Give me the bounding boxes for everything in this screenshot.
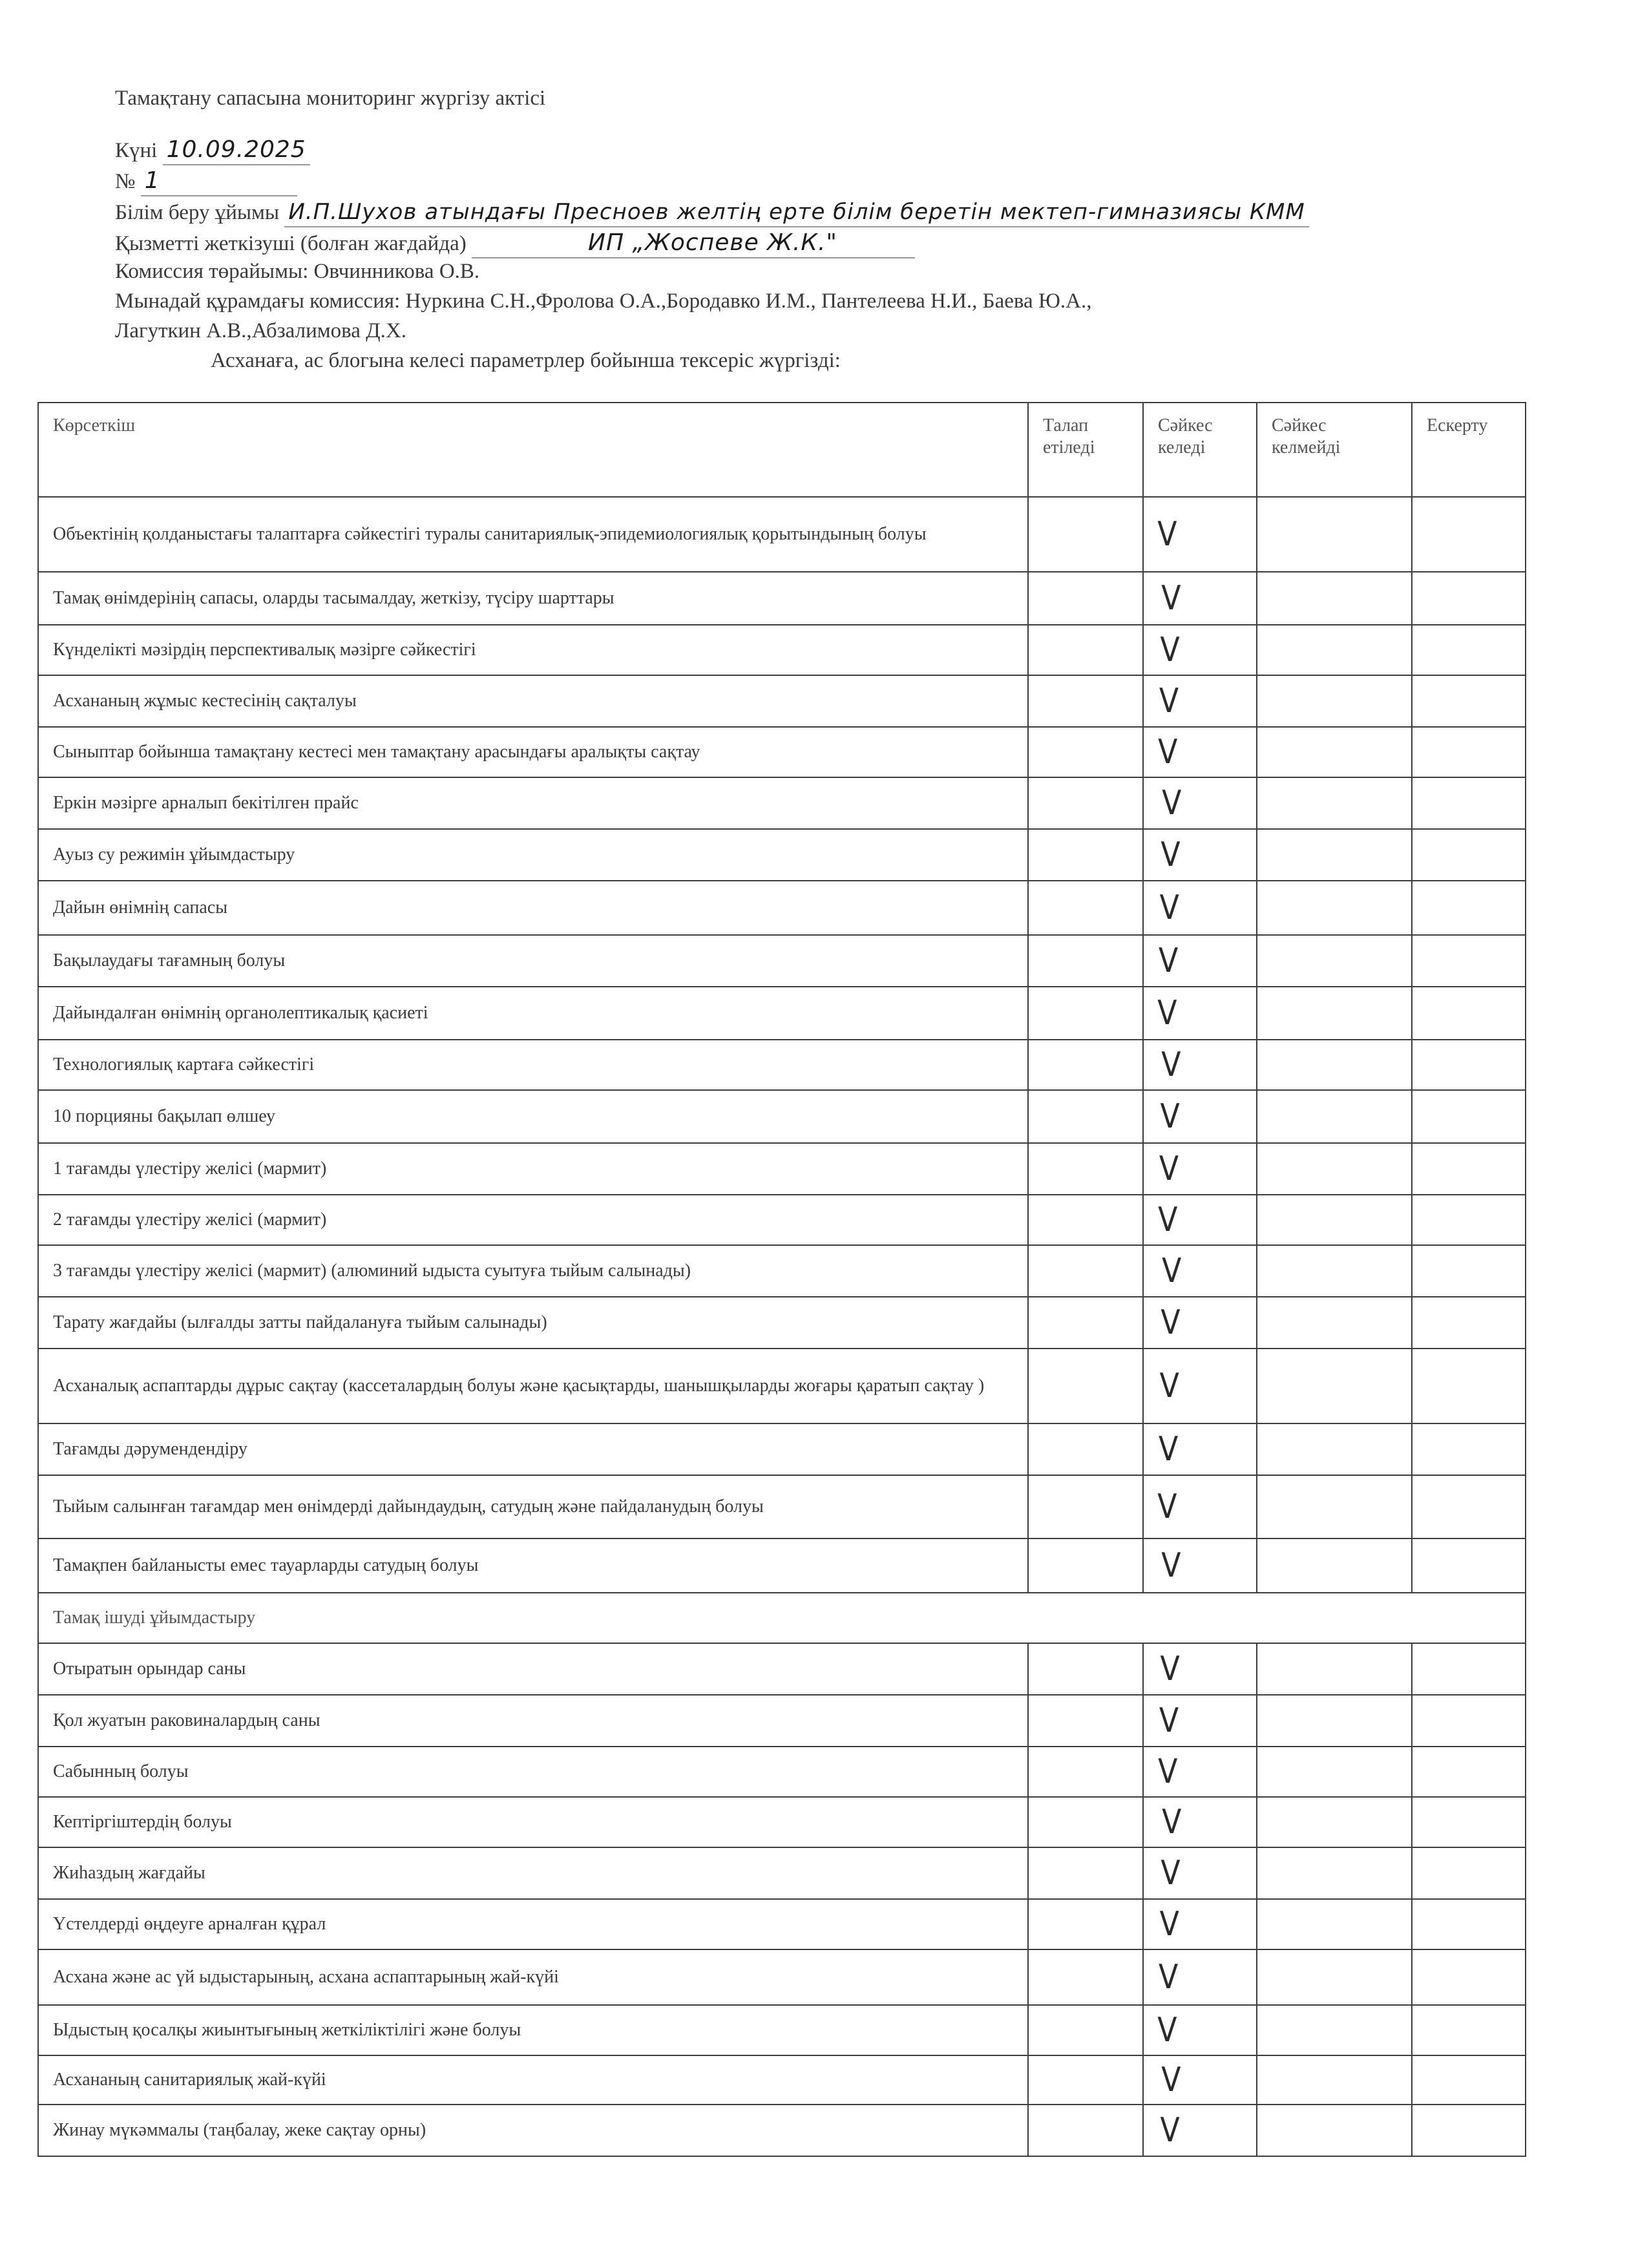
indicator-text: Тағамды дәрумендендіру — [38, 1423, 1028, 1475]
indicator-text: 2 тағамды үлестіру желісі (мармит) — [38, 1195, 1028, 1245]
note-cell — [1412, 1847, 1526, 1899]
table-row — [38, 1143, 1526, 1195]
indicator-text: Дайын өнімнің сапасы — [38, 881, 1028, 935]
conforms-cell — [1143, 497, 1257, 572]
check-mark-icon: V — [1161, 1546, 1181, 1585]
required-cell — [1028, 777, 1143, 829]
indicator-text: Тыйым салынған тағамдар мен өнімдерді дайындаудың, сатудың және пайдаланудың болуы — [38, 1475, 1028, 1538]
conforms-cell — [1143, 1040, 1257, 1090]
not-conforms-cell — [1257, 2005, 1412, 2055]
table-row — [38, 2055, 1526, 2105]
table-row — [38, 1538, 1526, 1593]
indicator-text: Отыратын орындар саны — [38, 1643, 1028, 1695]
check-mark-icon: V — [1162, 784, 1182, 823]
note-cell — [1412, 881, 1526, 935]
not-conforms-cell — [1257, 1538, 1412, 1593]
organization-row — [115, 198, 1309, 227]
note-cell — [1412, 935, 1526, 987]
conforms-cell — [1143, 1423, 1257, 1475]
not-conforms-cell — [1257, 1899, 1412, 1949]
note-cell — [1412, 1747, 1526, 1797]
not-conforms-cell — [1257, 675, 1412, 727]
indicator-text: Жинау мүкәммалы (таңбалау, жеке сақтау орны) — [38, 2105, 1028, 2156]
conforms-cell — [1143, 675, 1257, 727]
note-cell — [1412, 1949, 1526, 2005]
check-mark-icon: V — [1157, 2011, 1177, 2050]
check-mark-icon: V — [1159, 888, 1179, 927]
note-cell — [1412, 1899, 1526, 1949]
required-cell — [1028, 2105, 1143, 2156]
indicator-text: Қол жуатын раковиналардың саны — [38, 1695, 1028, 1747]
conforms-cell — [1143, 2105, 1257, 2156]
indicator-text: Бақылаудағы тағамның болуы — [38, 935, 1028, 987]
required-cell — [1028, 881, 1143, 935]
section-row — [38, 1593, 1526, 1643]
required-cell — [1028, 1899, 1143, 1949]
conforms-cell — [1143, 1349, 1257, 1423]
not-conforms-cell — [1257, 777, 1412, 829]
conforms-cell — [1143, 1090, 1257, 1143]
required-cell — [1028, 572, 1143, 625]
note-cell — [1412, 1040, 1526, 1090]
note-cell — [1412, 777, 1526, 829]
required-cell — [1028, 1195, 1143, 1245]
required-cell — [1028, 497, 1143, 572]
required-cell — [1028, 1297, 1143, 1349]
note-cell — [1412, 572, 1526, 625]
check-mark-icon: V — [1158, 1752, 1178, 1791]
table-row — [38, 727, 1526, 777]
indicator-text: Ыдыстың қосалқы жиынтығының жеткіліктілігі және болуы — [38, 2005, 1028, 2055]
note-cell — [1412, 675, 1526, 727]
check-mark-icon: V — [1158, 1201, 1178, 1239]
not-conforms-cell — [1257, 1297, 1412, 1349]
conforms-cell — [1143, 1643, 1257, 1695]
indicator-text: 10 порцияны бақылап өлшеу — [38, 1090, 1028, 1143]
not-conforms-cell — [1257, 2055, 1412, 2105]
table-row — [38, 881, 1526, 935]
conforms-cell — [1143, 1747, 1257, 1797]
conforms-cell — [1143, 1143, 1257, 1195]
conforms-cell — [1143, 2055, 1257, 2105]
indicator-text: Тамақпен байланысты емес тауарларды сатудың болуы — [38, 1538, 1028, 1593]
conforms-cell — [1143, 1695, 1257, 1747]
check-mark-icon: V — [1159, 682, 1179, 720]
required-cell — [1028, 1349, 1143, 1423]
note-cell — [1412, 1423, 1526, 1475]
conforms-cell — [1143, 1195, 1257, 1245]
note-cell — [1412, 1643, 1526, 1695]
table-row — [38, 1195, 1526, 1245]
note-cell — [1412, 829, 1526, 881]
table-row — [38, 675, 1526, 727]
check-mark-icon: V — [1159, 1367, 1179, 1405]
not-conforms-cell — [1257, 987, 1412, 1040]
table-row — [38, 2105, 1526, 2156]
check-mark-icon: V — [1158, 1958, 1179, 1997]
table-row — [38, 1747, 1526, 1797]
check-mark-icon: V — [1158, 733, 1178, 772]
indicator-text: Кептіргіштердің болуы — [38, 1797, 1028, 1847]
indicator-text: 1 тағамды үлестіру желісі (мармит) — [38, 1143, 1028, 1195]
table-row — [38, 1040, 1526, 1090]
required-cell — [1028, 1090, 1143, 1143]
not-conforms-cell — [1257, 1643, 1412, 1695]
not-conforms-cell — [1257, 1143, 1412, 1195]
col-required: Талап етіледі — [1028, 403, 1143, 497]
check-mark-icon: V — [1160, 1097, 1180, 1136]
check-mark-icon: V — [1160, 631, 1180, 669]
conforms-cell — [1143, 1949, 1257, 2005]
conforms-cell — [1143, 727, 1257, 777]
supplier-value: ИП „Жоспеве Ж.К." — [472, 229, 915, 258]
col-note: Ескерту — [1412, 403, 1526, 497]
check-mark-icon: V — [1161, 1045, 1181, 1084]
indicator-text: Асхана және ас үй ыдыстарының, асхана аспаптарының жай-күйі — [38, 1949, 1028, 2005]
note-cell — [1412, 2105, 1526, 2156]
required-cell — [1028, 727, 1143, 777]
required-cell — [1028, 1245, 1143, 1297]
not-conforms-cell — [1257, 1423, 1412, 1475]
note-cell — [1412, 987, 1526, 1040]
table-row — [38, 1695, 1526, 1747]
note-cell — [1412, 1195, 1526, 1245]
required-cell — [1028, 1040, 1143, 1090]
date-label: Күні — [115, 139, 158, 162]
not-conforms-cell — [1257, 1349, 1412, 1423]
table-row — [38, 1643, 1526, 1695]
note-cell — [1412, 1143, 1526, 1195]
conforms-cell — [1143, 777, 1257, 829]
note-cell — [1412, 1090, 1526, 1143]
required-cell — [1028, 1747, 1143, 1797]
not-conforms-cell — [1257, 1695, 1412, 1747]
check-mark-icon: V — [1161, 1303, 1181, 1342]
table-row — [38, 1297, 1526, 1349]
document-title: Тамақтану сапасына мониторинг жүргізу актісі — [115, 87, 546, 110]
col-not-conforms: Сәйкес келмейді — [1257, 403, 1412, 497]
conforms-cell — [1143, 987, 1257, 1040]
check-mark-icon: V — [1160, 2111, 1180, 2150]
indicator-text: Сабынның болуы — [38, 1747, 1028, 1797]
note-cell — [1412, 2055, 1526, 2105]
table-row — [38, 1245, 1526, 1297]
check-mark-icon: V — [1157, 994, 1177, 1033]
conforms-cell — [1143, 881, 1257, 935]
indicator-text: Асхананың санитариялық жай-күйі — [38, 2055, 1028, 2105]
table-row — [38, 1423, 1526, 1475]
conforms-cell — [1143, 1475, 1257, 1538]
table-row — [38, 625, 1526, 675]
table-row — [38, 777, 1526, 829]
not-conforms-cell — [1257, 829, 1412, 881]
indicator-text: Тарату жағдайы (ылғалды затты пайдалануға тыйым салынады) — [38, 1297, 1028, 1349]
table-row — [38, 1475, 1526, 1538]
inspection-table — [37, 402, 1526, 2157]
table-row — [38, 987, 1526, 1040]
commission-members-cont: Лагуткин А.В.,Абзалимова Д.Х. — [115, 319, 406, 342]
not-conforms-cell — [1257, 1040, 1412, 1090]
required-cell — [1028, 1949, 1143, 2005]
not-conforms-cell — [1257, 1245, 1412, 1297]
required-cell — [1028, 987, 1143, 1040]
date-value: 10.09.2025 — [163, 136, 310, 165]
table-row — [38, 497, 1526, 572]
check-mark-icon: V — [1162, 1252, 1182, 1290]
conforms-cell — [1143, 2005, 1257, 2055]
number-label: № — [115, 170, 136, 193]
check-mark-icon: V — [1159, 1150, 1179, 1188]
required-cell — [1028, 1695, 1143, 1747]
indicator-text: Асханалық аспаптарды дұрыс сақтау (кассеталардың болуы және қасықтарды, шанышқыларды жоғары қаратып сақтау ) — [38, 1349, 1028, 1423]
indicator-text: Дайындалған өнімнің органолептикалық қасиеті — [38, 987, 1028, 1040]
indicator-text: Үстелдерді өңдеуге арналған құрал — [38, 1899, 1028, 1949]
not-conforms-cell — [1257, 1797, 1412, 1847]
check-mark-icon: V — [1162, 1803, 1182, 1842]
not-conforms-cell — [1257, 1949, 1412, 2005]
conforms-cell — [1143, 1297, 1257, 1349]
note-cell — [1412, 727, 1526, 777]
note-cell — [1412, 1695, 1526, 1747]
commission-members: Мынадай құрамдағы комиссия: Нуркина С.Н.,Фролова О.А.,Бородавко И.М., Пантелеева Н.И., Баева Ю.А., — [115, 289, 1092, 313]
check-mark-icon: V — [1157, 515, 1177, 554]
conforms-cell — [1143, 1899, 1257, 1949]
note-cell — [1412, 1245, 1526, 1297]
table-row — [38, 1090, 1526, 1143]
organization-label: Білім беру ұйымы — [115, 201, 280, 224]
check-mark-icon: V — [1157, 1487, 1177, 1526]
check-mark-icon: V — [1161, 835, 1181, 874]
check-mark-icon: V — [1161, 2061, 1181, 2099]
table-row — [38, 1847, 1526, 1899]
check-mark-icon: V — [1161, 579, 1181, 618]
table-row — [38, 1899, 1526, 1949]
organization-value: И.П.Шухов атындағы Пресноев желтің ерте білім беретін мектеп-гимназиясы КММ — [284, 198, 1308, 227]
table-row — [38, 572, 1526, 625]
indicator-text: Технологиялық картаға сәйкестігі — [38, 1040, 1028, 1090]
note-cell — [1412, 1475, 1526, 1538]
indicator-text: Ауыз су режимін ұйымдастыру — [38, 829, 1028, 881]
required-cell — [1028, 1143, 1143, 1195]
not-conforms-cell — [1257, 1195, 1412, 1245]
indicator-text: Еркін мәзірге арналып бекітілген прайс — [38, 777, 1028, 829]
indicator-text: Жиһаздың жағдайы — [38, 1847, 1028, 1899]
note-cell — [1412, 1349, 1526, 1423]
not-conforms-cell — [1257, 1847, 1412, 1899]
date-row — [115, 136, 310, 165]
table-row — [38, 829, 1526, 881]
indicator-text: Асхананың жұмыс кестесінің сақталуы — [38, 675, 1028, 727]
required-cell — [1028, 935, 1143, 987]
conforms-cell — [1143, 1245, 1257, 1297]
required-cell — [1028, 675, 1143, 727]
conforms-cell — [1143, 829, 1257, 881]
indicator-text: 3 тағамды үлестіру желісі (мармит) (алюминий ыдыста суытуға тыйым салынады) — [38, 1245, 1028, 1297]
supplier-row — [115, 229, 915, 258]
not-conforms-cell — [1257, 625, 1412, 675]
table-row — [38, 1349, 1526, 1423]
required-cell — [1028, 1538, 1143, 1593]
number-row — [115, 167, 297, 196]
conforms-cell — [1143, 1847, 1257, 1899]
check-mark-icon: V — [1159, 1701, 1179, 1740]
required-cell — [1028, 2005, 1143, 2055]
check-mark-icon: V — [1160, 1650, 1180, 1688]
conforms-cell — [1143, 625, 1257, 675]
required-cell — [1028, 1423, 1143, 1475]
not-conforms-cell — [1257, 2105, 1412, 2156]
table-row — [38, 935, 1526, 987]
check-mark-icon: V — [1159, 1905, 1179, 1944]
indicator-text: Күнделікті мәзірдің перспективалық мәзірге сәйкестігі — [38, 625, 1028, 675]
required-cell — [1028, 625, 1143, 675]
note-cell — [1412, 2005, 1526, 2055]
note-cell — [1412, 1297, 1526, 1349]
table-row — [38, 1949, 1526, 2005]
note-cell — [1412, 1797, 1526, 1847]
col-conforms: Сәйкес келеді — [1143, 403, 1257, 497]
required-cell — [1028, 829, 1143, 881]
not-conforms-cell — [1257, 727, 1412, 777]
table-header-row — [38, 403, 1526, 497]
col-indicator: Көрсеткіш — [38, 403, 1028, 497]
indicator-text: Сыныптар бойынша тамақтану кестесі мен тамақтану арасындағы аралықты сақтау — [38, 727, 1028, 777]
inspection-intro: Асханаға, ас блогына келесі параметрлер бойынша тексеріс жүргізді: — [211, 349, 841, 372]
table-row — [38, 2005, 1526, 2055]
not-conforms-cell — [1257, 497, 1412, 572]
required-cell — [1028, 1643, 1143, 1695]
number-value: 1 — [141, 167, 297, 196]
not-conforms-cell — [1257, 1747, 1412, 1797]
note-cell — [1412, 625, 1526, 675]
check-mark-icon: V — [1158, 941, 1179, 980]
required-cell — [1028, 1797, 1143, 1847]
not-conforms-cell — [1257, 572, 1412, 625]
note-cell — [1412, 497, 1526, 572]
note-cell — [1412, 1538, 1526, 1593]
section-title: Тамақ ішуді ұйымдастыру — [38, 1593, 1526, 1643]
required-cell — [1028, 1847, 1143, 1899]
not-conforms-cell — [1257, 1475, 1412, 1538]
supplier-label: Қызметті жеткізуші (болған жағдайда) — [115, 232, 467, 255]
indicator-text: Тамақ өнімдерінің сапасы, оларды тасымалдау, жеткізу, түсіру шарттары — [38, 572, 1028, 625]
table-row — [38, 1797, 1526, 1847]
conforms-cell — [1143, 572, 1257, 625]
indicator-text: Объектінің қолданыстағы талаптарға сәйкестігі туралы санитариялық-эпидемиологиялық қорытындының болуы — [38, 497, 1028, 572]
check-mark-icon: V — [1161, 1854, 1181, 1893]
check-mark-icon: V — [1158, 1430, 1179, 1469]
not-conforms-cell — [1257, 1090, 1412, 1143]
required-cell — [1028, 1475, 1143, 1538]
conforms-cell — [1143, 935, 1257, 987]
conforms-cell — [1143, 1797, 1257, 1847]
not-conforms-cell — [1257, 935, 1412, 987]
not-conforms-cell — [1257, 881, 1412, 935]
required-cell — [1028, 2055, 1143, 2105]
conforms-cell — [1143, 1538, 1257, 1593]
commission-chair: Комиссия төрайымы: Овчинникова О.В. — [115, 260, 480, 283]
